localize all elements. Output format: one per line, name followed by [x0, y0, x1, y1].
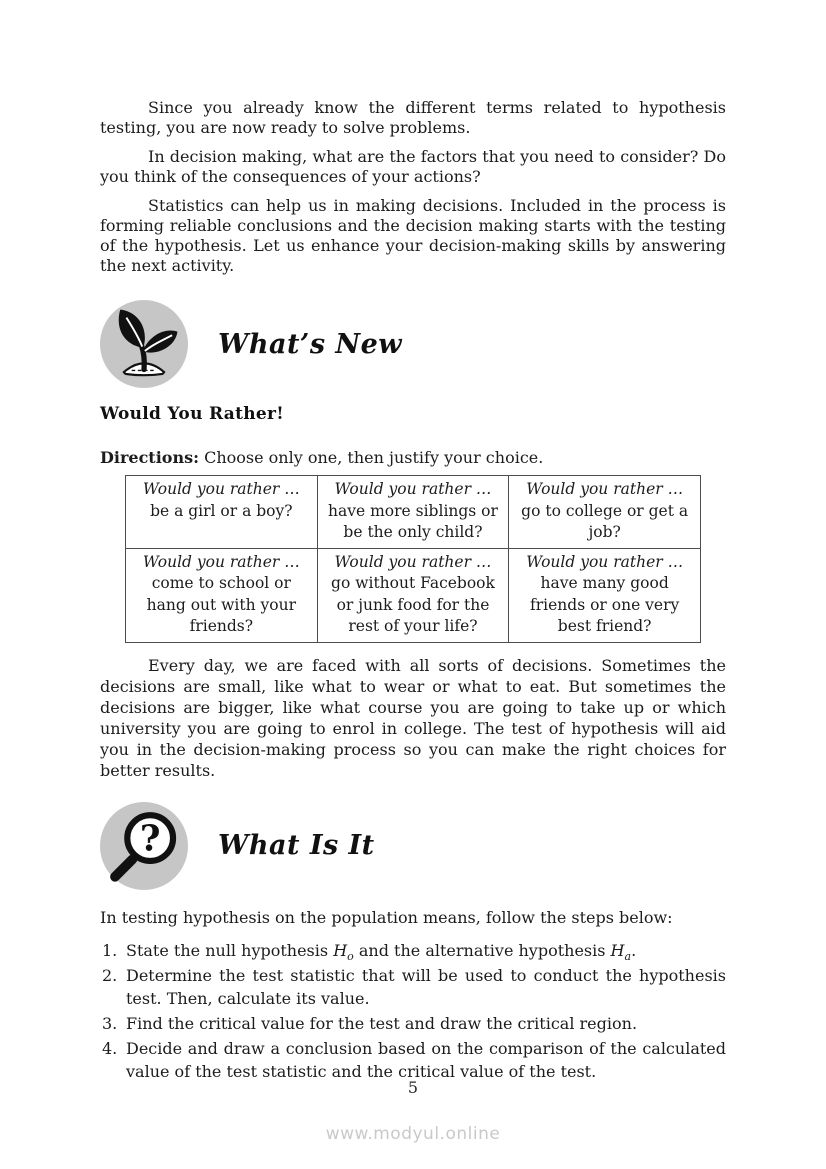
directions-text: Choose only one, then justify your choice.: [199, 448, 544, 467]
step-item-1: [100, 939, 726, 962]
section-title-what-is-it: What Is It: [218, 830, 375, 861]
table-cell-r2c2: [317, 548, 509, 642]
h-alt-subscript: a: [624, 949, 632, 963]
cell-lead: Would you rather …: [334, 480, 492, 498]
cell-lead: Would you rather …: [526, 552, 684, 571]
section-header-whats-new: [100, 300, 726, 388]
table-cell-r1c1: [126, 476, 318, 549]
step-text: Decide and draw a conclusion based on the comparison of the calculated value of the test statistic and the critical value of the test.: [126, 1038, 726, 1081]
page-content: [100, 0, 726, 1085]
h-null-subscript: o: [347, 949, 354, 963]
would-you-rather-table: [125, 475, 701, 643]
magnifier-question-icon: [100, 802, 188, 890]
cell-text: go without Facebook or junk food for the rest of your life?: [331, 574, 495, 635]
cell-lead: Would you rather …: [142, 480, 300, 498]
table-row: [126, 476, 701, 549]
section-header-what-is-it: [100, 802, 726, 890]
directions-label: Directions:: [100, 448, 199, 467]
watermark-text: www.modyul.online: [325, 1124, 501, 1144]
decisions-paragraph: Every day, we are faced with all sorts of decisions. Sometimes the decisions are small, like what to wear or what to eat. But sometimes the decisions are bigger, like what course you are going to take up or which university you are going to enrol in college. The test of hypothesis will aid you in the decision-making process so you can make the right choices for better results.: [100, 655, 726, 780]
page-number: 5: [407, 1078, 419, 1097]
h-null-symbol: H: [333, 940, 348, 960]
cell-text: go to college or get a job?: [521, 501, 689, 541]
step-number: 3.: [102, 1013, 118, 1033]
cell-text: be a girl or a boy?: [150, 501, 293, 520]
step-number: 2.: [102, 965, 118, 985]
intro-paragraph-2: In decision making, what are the factors that you need to consider? Do you think of the consequences of your actions?: [100, 147, 726, 186]
table-cell-r2c3: [509, 548, 701, 642]
table-cell-r1c3: [509, 476, 701, 549]
cell-text: have more siblings or be the only child?: [328, 501, 498, 541]
step-text: State the null hypothesis $H_o$ and the alternative hypothesis $H_a$.: [126, 940, 637, 963]
directions-line: [100, 448, 726, 468]
step-number: 4.: [102, 1038, 118, 1058]
cell-lead: Would you rather …: [526, 480, 684, 498]
cell-text: come to school or hang out with your friends?: [146, 574, 297, 635]
section-title-whats-new: What’s New: [218, 328, 403, 360]
step-number: 1.: [102, 940, 118, 960]
cell-lead: Would you rather …: [334, 552, 492, 571]
steps-list: [100, 939, 726, 1083]
h-alt-symbol: H: [610, 940, 625, 960]
activity-heading: Would You Rather!: [100, 404, 285, 424]
svg-text:?: ?: [139, 817, 161, 859]
steps-intro: In testing hypothesis on the population means, follow the steps below:: [100, 907, 673, 927]
table-cell-r1c2: [317, 476, 509, 549]
seedling-icon: [100, 300, 188, 388]
step-item-4: [100, 1037, 726, 1083]
step-item-2: [100, 964, 726, 1010]
intro-paragraph-3: Statistics can help us in making decisions. Included in the process is forming reliable conclusions and the decision making starts with the testing of the hypothesis. Let us enhance your decision-making skills by answering the next activity.: [100, 196, 726, 275]
step-text: Determine the test statistic that will be used to conduct the hypothesis test. Then, calculate its value.: [126, 965, 726, 1008]
table-row: [126, 548, 701, 642]
intro-paragraph-1: Since you already know the different terms related to hypothesis testing, you are now ready to solve problems.: [100, 98, 726, 137]
step-item-3: [100, 1012, 726, 1035]
cell-lead: Would you rather …: [142, 552, 300, 571]
step-text: Find the critical value for the test and draw the critical region.: [126, 1013, 638, 1033]
table-cell-r2c1: [126, 548, 318, 642]
cell-text: have many good friends or one very best friend?: [530, 574, 680, 635]
